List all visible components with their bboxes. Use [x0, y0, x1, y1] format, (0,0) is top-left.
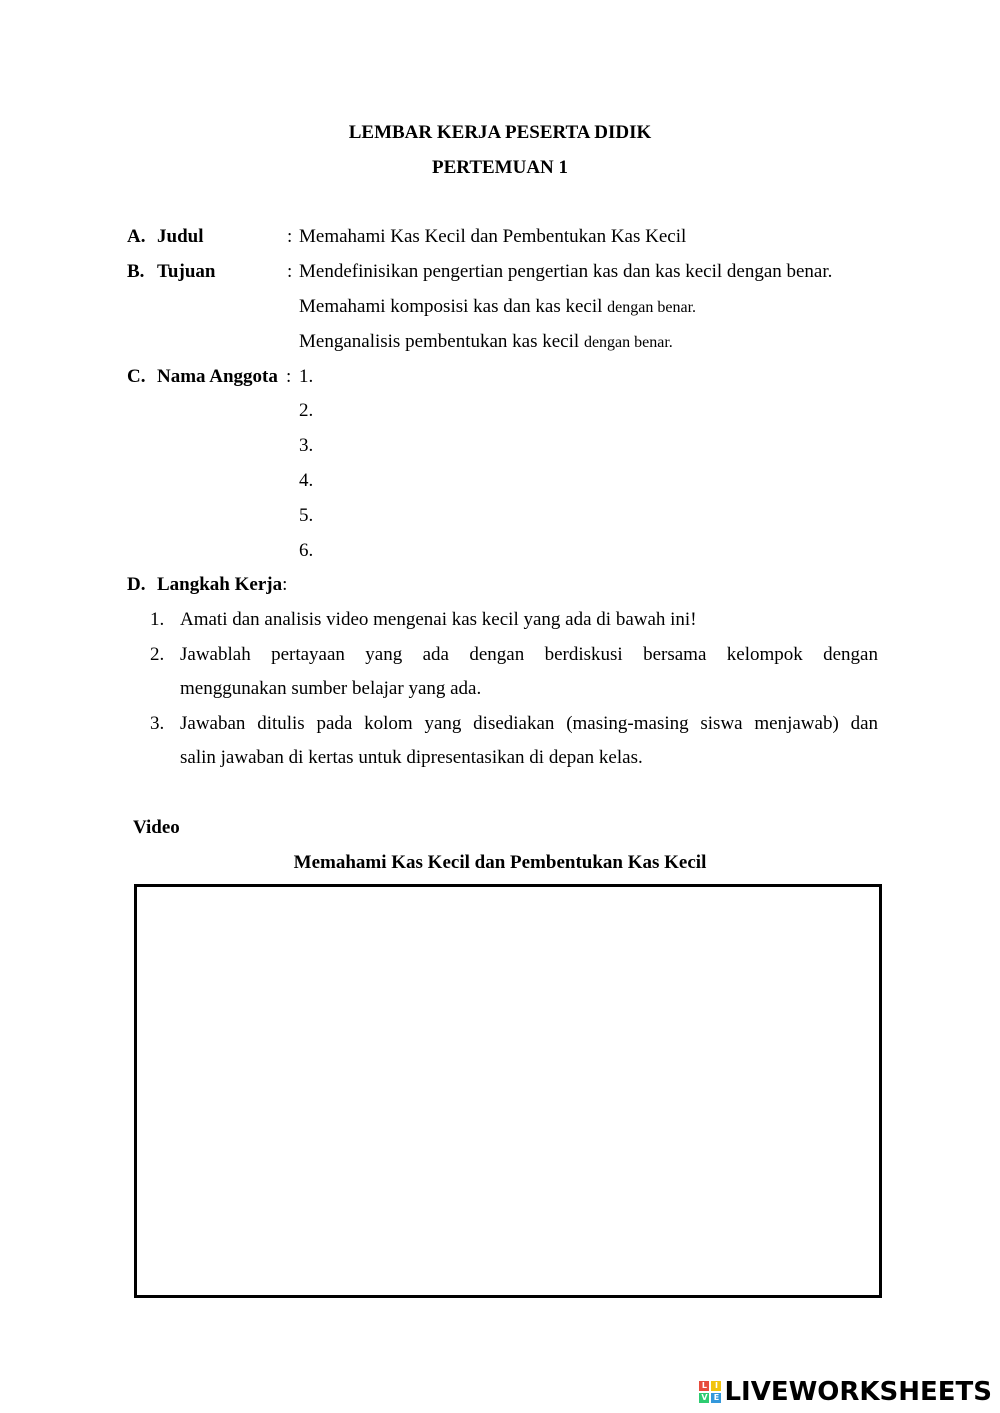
section-b-marker: B.: [127, 261, 145, 282]
liveworksheets-text: LIVEWORKSHEETS: [724, 1377, 992, 1407]
objective-text: Menganalisis pembentukan kas kecil: [299, 331, 584, 352]
page-title: LEMBAR KERJA PESERTA DIDIK: [348, 122, 652, 143]
section-b-separator: :: [287, 261, 293, 282]
logo-letter: V: [701, 1393, 708, 1402]
section-c-label: Nama Anggota: [157, 366, 278, 387]
section-d-marker: D.: [127, 574, 146, 595]
step-number: 2.: [150, 644, 165, 665]
objective-line: [299, 296, 696, 318]
section-d-heading: [157, 574, 287, 596]
objective-tail: dengan benar.: [583, 334, 673, 351]
objective-text: Mendefinisikan pengertian pengertian kas dan kas kecil dengan benar.: [299, 261, 833, 282]
member-number: 6.: [299, 540, 314, 561]
logo-letter: I: [711, 1381, 721, 1391]
step-number: 1.: [150, 609, 165, 630]
member-number: 3.: [299, 435, 314, 456]
member-number: 4.: [299, 470, 314, 491]
member-number: 2.: [299, 400, 314, 421]
section-a-marker: A.: [127, 226, 146, 247]
section-b-label: Tujuan: [157, 261, 216, 282]
section-d-label: Langkah Kerja: [157, 574, 283, 595]
step-text: Jawaban ditulis pada kolom yang disediakan (masing-masing siswa menjawab) dan: [180, 713, 878, 734]
step-text: Amati dan analisis video mengenai kas kecil yang ada di bawah ini!: [180, 609, 697, 630]
logo-letter: L: [699, 1381, 709, 1391]
objective-line: [299, 331, 673, 353]
section-a-label: Judul: [157, 226, 204, 247]
liveworksheets-icon: [699, 1381, 721, 1403]
objective-tail: dengan benar.: [607, 299, 697, 316]
logo-letter: E: [711, 1393, 721, 1403]
step-text: Jawablah pertayaan yang ada dengan berdiskusi bersama kelompok dengan: [180, 644, 878, 665]
section-c-marker: C.: [127, 366, 146, 387]
section-a-separator: :: [287, 226, 293, 247]
member-number: 1.: [299, 366, 314, 387]
video-frame[interactable]: [134, 884, 882, 1298]
page-subtitle: PERTEMUAN 1: [431, 157, 569, 178]
step-text-continued: salin jawaban di kertas untuk dipresentasikan di depan kelas.: [180, 747, 643, 768]
objective-line: [299, 261, 832, 283]
step-number: 3.: [150, 713, 165, 734]
section-a-value: Memahami Kas Kecil dan Pembentukan Kas Kecil: [299, 226, 687, 247]
section-c-separator: :: [286, 366, 292, 387]
objective-text: Memahami komposisi kas dan kas kecil: [299, 296, 608, 317]
video-heading: Video: [133, 817, 180, 838]
member-number: 5.: [299, 505, 314, 526]
video-title: Memahami Kas Kecil dan Pembentukan Kas Kecil: [293, 852, 707, 873]
step-text-continued: menggunakan sumber belajar yang ada.: [180, 678, 482, 699]
liveworksheets-logo: [699, 1377, 992, 1407]
section-d-separator: :: [282, 574, 288, 595]
